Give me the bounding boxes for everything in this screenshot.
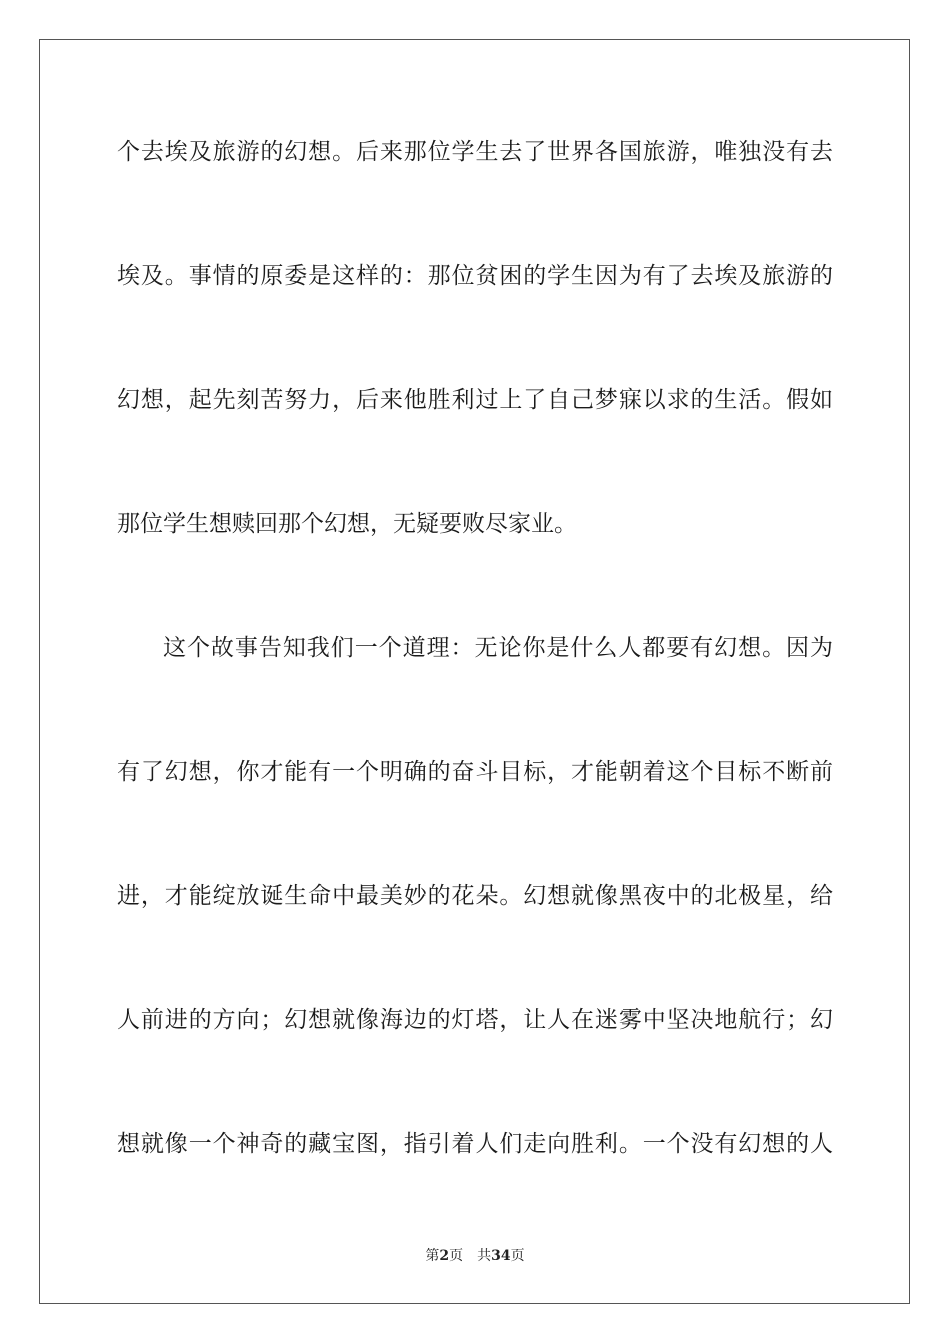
text-line: 想就像一个神奇的藏宝图，指引着人们走向胜利。一个没有幻想的人 — [117, 1131, 833, 1157]
page-number: 2 — [439, 1248, 450, 1264]
text-line: 埃及。事情的原委是这样的：那位贫困的学生因为有了去埃及旅游的 — [117, 263, 833, 289]
text-line: 有了幻想，你才能有一个明确的奋斗目标，才能朝着这个目标不断前 — [117, 759, 833, 785]
total-pages: 34 — [491, 1248, 511, 1264]
text-line: 个去埃及旅游的幻想。后来那位学生去了世界各国旅游，唯独没有去 — [117, 139, 833, 165]
page-suffix: 页 — [449, 1248, 464, 1264]
text-line: 人前进的方向；幻想就像海边的灯塔，让人在迷雾中坚决地航行；幻 — [117, 1007, 833, 1033]
total-prefix: 共 — [477, 1248, 492, 1264]
text-line: 那位学生想赎回那个幻想，无疑要败尽家业。 — [117, 511, 577, 537]
total-suffix: 页 — [510, 1248, 525, 1264]
page-prefix: 第 — [425, 1248, 440, 1264]
page-footer — [0, 1247, 950, 1265]
text-line: 幻想，起先刻苦努力，后来他胜利过上了自己梦寐以求的生活。假如 — [117, 387, 833, 413]
text-line: 进，才能绽放诞生命中最美妙的花朵。幻想就像黑夜中的北极星，给 — [117, 883, 833, 909]
text-line: 这个故事告知我们一个道理：无论你是什么人都要有幻想。因为 — [163, 635, 833, 661]
page-border — [39, 39, 910, 1304]
